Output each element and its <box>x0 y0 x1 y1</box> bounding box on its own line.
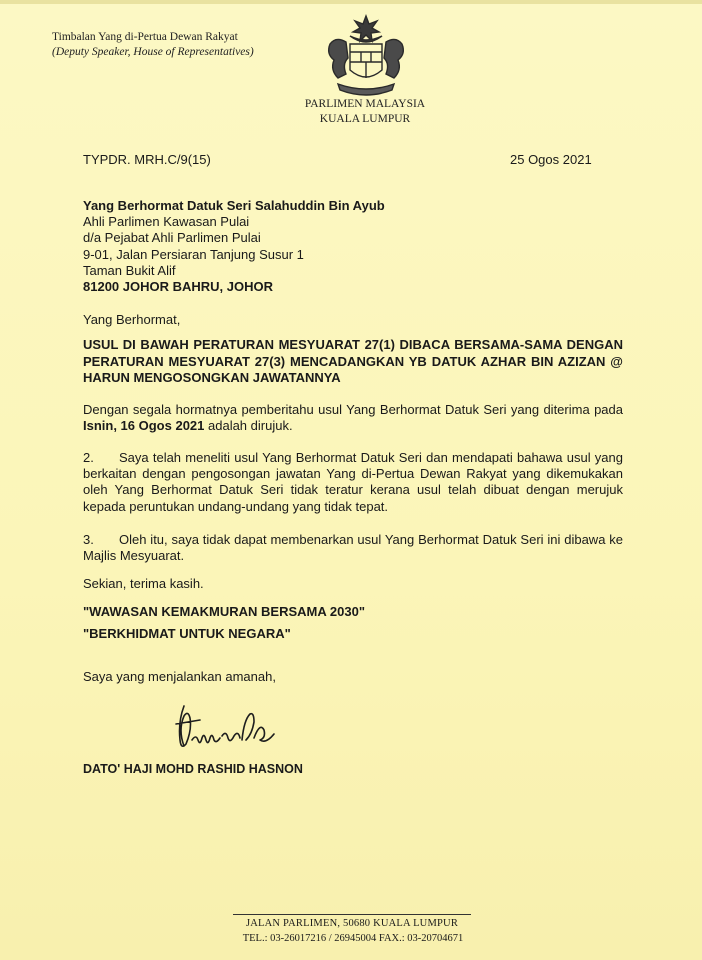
address-line-1: Ahli Parlimen Kawasan Pulai <box>83 214 250 230</box>
closing-phrase: Saya yang menjalankan amanah, <box>83 669 276 684</box>
title-malay: Timbalan Yang di-Pertua Dewan Rakyat <box>52 31 238 43</box>
malaysia-coat-of-arms-icon <box>316 14 416 102</box>
motto-2: "BERKHIDMAT UNTUK NEGARA" <box>83 626 291 641</box>
organization-name <box>286 97 444 127</box>
paragraph-3-text: Oleh itu, saya tidak dapat membenarkan usul Yang Berhormat Datuk Seri ini dibawa ke Majlis Mesyuarat. <box>83 532 623 564</box>
paragraph-1-date: Isnin, 16 Ogos 2021 <box>83 418 205 434</box>
paragraph-2 <box>83 450 623 515</box>
address-line-2: d/a Pejabat Ahli Parlimen Pulai <box>83 230 261 246</box>
paragraph-1-end: adalah dirujuk. <box>204 418 293 434</box>
address-line-4: Taman Bukit Alif <box>83 262 176 278</box>
address-line-5: 81200 JOHOR BAHRU, JOHOR <box>83 279 273 295</box>
paragraph-1-text: Dengan segala hormatnya pemberitahu usul Yang Berhormat Datuk Seri yang diterima pada <box>83 402 623 417</box>
signature <box>170 700 280 762</box>
closing-thanks: Sekian, terima kasih. <box>83 576 204 591</box>
recipient-name: Yang Berhormat Datuk Seri Salahuddin Bin Ayub <box>83 198 385 213</box>
paragraph-1 <box>83 402 623 434</box>
footer-divider <box>233 914 471 915</box>
subject-heading: USUL DI BAWAH PERATURAN MESYUARAT 27(1) DIBACA BERSAMA-SAMA DENGAN PERATURAN MESYUARAT 27(3) MENCADANGKAN YB DATUK AZHAR BIN AZIZAN @ HARUN MENGOSONGKAN JAWATANNYA <box>83 337 623 385</box>
paragraph-2-text: Saya telah meneliti usul Yang Berhormat Datuk Seri dan mendapati bahawa usul yang berkaitan dengan pengosongan jawatan Yang di-Pertua Dewan Rakyat yang dikemukakan oleh Yang Berhormat Datuk Seri tidak teratur kerana usul telah dibuat dengan merujuk kepada peruntukan undang-undang yang tidak tepat. <box>83 450 623 514</box>
org-line-1: PARLIMEN MALAYSIA <box>304 98 426 110</box>
paragraph-3-number: 3. <box>83 532 94 547</box>
letterhead-title <box>52 30 254 60</box>
footer-address: JALAN PARLIMEN, 50680 KUALA LUMPUR <box>245 918 459 929</box>
address-line-3: 9-01, Jalan Persiaran Tanjung Susur 1 <box>83 246 304 262</box>
org-line-2: KUALA LUMPUR <box>319 113 411 125</box>
signer-name: DATO' HAJI MOHD RASHID HASNON <box>83 762 303 776</box>
title-english: (Deputy Speaker, House of Representatives) <box>52 46 254 58</box>
salutation: Yang Berhormat, <box>83 312 181 327</box>
paragraph-2-number: 2. <box>83 450 94 465</box>
recipient-address <box>83 198 385 295</box>
footer-contact: TEL.: 03-26017216 / 26945004 FAX.: 03-20704671 <box>242 933 464 944</box>
letter-date: 25 Ogos 2021 <box>510 152 592 167</box>
reference-number: TYPDR. MRH.C/9(15) <box>83 152 211 167</box>
paragraph-3 <box>83 532 623 564</box>
motto-1: "WAWASAN KEMAKMURAN BERSAMA 2030" <box>83 604 365 619</box>
page-edge <box>0 0 702 4</box>
